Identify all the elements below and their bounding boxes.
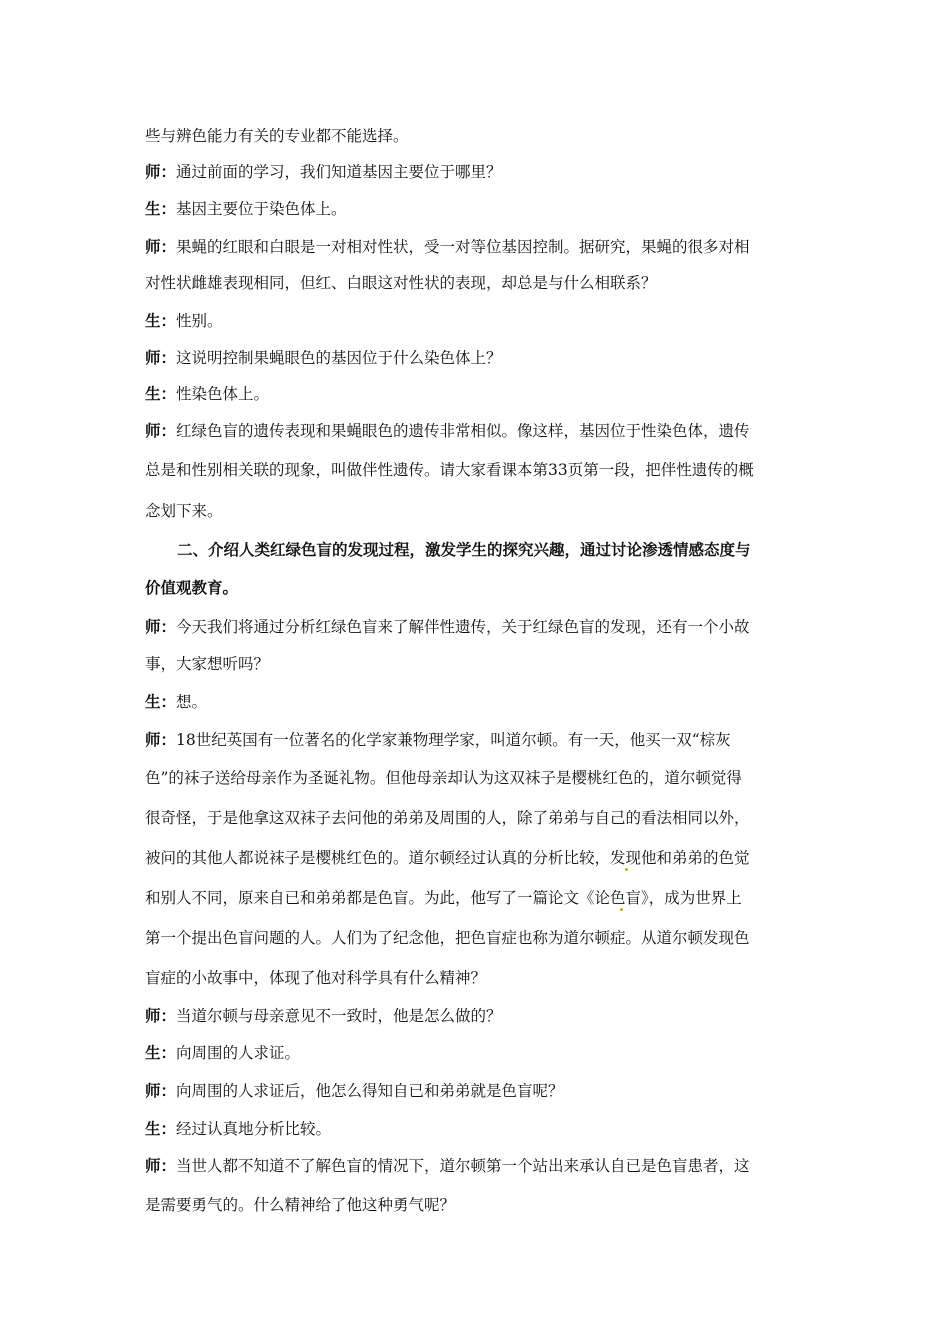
line-text: 总是和性别相关联的现象，叫做伴性遗传。请大家看课本第33页第一段，把伴性遗传的概 — [145, 461, 754, 479]
ink-speck — [625, 868, 628, 871]
paragraph-line — [145, 846, 750, 870]
paragraph-line — [145, 926, 750, 950]
dialogue-line — [145, 382, 269, 406]
speaker-label: 师： — [145, 237, 177, 256]
paragraph-line — [145, 806, 750, 830]
speaker-label: 生： — [145, 199, 177, 218]
dialogue-line — [145, 1079, 564, 1103]
line-text: 当道尔顿与母亲意见不一致时，他是怎么做的？ — [176, 1007, 502, 1025]
dialogue-line — [145, 197, 347, 221]
line-text: 些与辨色能力有关的专业都不能选择。 — [145, 127, 409, 145]
paragraph-line — [145, 1193, 455, 1217]
line-text: 红绿色盲的遗传表现和果蝇眼色的遗传非常相似。像这样，基因位于性染色体，遗传 — [176, 422, 750, 440]
speaker-label: 生： — [145, 1119, 177, 1138]
line-text: 性别。 — [176, 312, 223, 330]
paragraph-line — [145, 652, 269, 676]
paragraph-line — [145, 271, 657, 295]
dialogue-line — [145, 1117, 331, 1141]
dialogue-line — [145, 1004, 502, 1028]
line-text: 基因主要位于染色体上。 — [176, 200, 347, 218]
dialogue-line — [145, 419, 750, 443]
speaker-label: 生： — [145, 692, 177, 711]
speaker-label: 师： — [145, 421, 177, 440]
line-text: 念划下来。 — [145, 502, 223, 520]
dialogue-line — [145, 1154, 750, 1178]
line-text: 经过认真地分析比较。 — [176, 1120, 332, 1138]
line-text: 是需要勇气的。什么精神给了他这种勇气呢？ — [145, 1196, 456, 1214]
line-text: 今天我们将通过分析红绿色盲来了解伴性遗传，关于红绿色盲的发现，还有一个小故 — [176, 618, 750, 636]
paragraph-line — [145, 499, 223, 523]
speaker-label: 生： — [145, 311, 177, 330]
line-text: 向周围的人求证。 — [176, 1044, 301, 1062]
dialogue-line — [145, 728, 731, 752]
line-text: 对性状雌雄表现相同，但红、白眼这对性状的表现，却总是与什么相联系？ — [145, 274, 657, 292]
dialogue-line — [145, 615, 750, 639]
paragraph-line — [145, 458, 754, 482]
speaker-label: 师： — [145, 1006, 177, 1025]
line-text: 向周围的人求证后，他怎么得知自已和弟弟就是色盲呢？ — [176, 1082, 564, 1100]
line-text: 想。 — [176, 693, 208, 711]
dialogue-line — [145, 309, 223, 333]
section-heading — [177, 538, 751, 562]
paragraph-line — [145, 966, 486, 990]
speaker-label: 师： — [145, 1156, 177, 1175]
speaker-label: 生： — [145, 1043, 177, 1062]
dialogue-line — [145, 346, 502, 370]
line-text: 通过前面的学习，我们知道基因主要位于哪里？ — [176, 163, 502, 181]
speaker-label: 师： — [145, 617, 177, 636]
ink-speck — [620, 908, 623, 911]
speaker-label: 师： — [145, 348, 177, 367]
line-text: 18世纪英国有一位著名的化学家兼物理学家，叫道尔顿。有一天，他买一双“棕灰 — [176, 731, 731, 749]
line-text: 二、介绍人类红绿色盲的发现过程，激发学生的探究兴趣，通过讨论渗透情感态度与 — [177, 540, 751, 559]
speaker-label: 师： — [145, 1081, 177, 1100]
line-text: 事，大家想听吗？ — [145, 655, 270, 673]
line-text: 很奇怪，于是他拿这双袜子去问他的弟弟及周围的人，除了弟弟与自己的看法相同以外， — [145, 809, 750, 827]
line-text: 果蝇的红眼和白眼是一对相对性状，受一对等位基因控制。据研究，果蝇的很多对相 — [176, 238, 750, 256]
speaker-label: 师： — [145, 162, 177, 181]
dialogue-line — [145, 160, 502, 184]
dialogue-line — [145, 1041, 300, 1065]
dialogue-line — [145, 235, 750, 259]
line-text: 和别人不同，原来自已和弟弟都是色盲。为此，他写了一篇论文《论色盲》，成为世界上 — [145, 889, 742, 907]
section-heading — [145, 576, 238, 600]
line-text: 价值观教育。 — [145, 578, 239, 597]
line-text: 盲症的小故事中，体现了他对科学具有什么精神？ — [145, 969, 487, 987]
line-text: 这说明控制果蝇眼色的基因位于什么染色体上？ — [176, 349, 502, 367]
line-text: 第一个提出色盲问题的人。人们为了纪念他，把色盲症也称为道尔顿症。从道尔顿发现色 — [145, 929, 750, 947]
line-text: 性染色体上。 — [176, 385, 270, 403]
paragraph-line — [145, 886, 742, 910]
line-text: 色”的袜子送给母亲作为圣诞礼物。但他母亲却认为这双袜子是樱桃红色的，道尔顿觉得 — [145, 769, 742, 787]
speaker-label: 生： — [145, 384, 177, 403]
dialogue-line — [145, 690, 207, 714]
speaker-label: 师： — [145, 730, 177, 749]
paragraph-line — [145, 766, 742, 790]
paragraph-line — [145, 124, 409, 148]
line-text: 被问的其他人都说袜子是樱桃红色的。道尔顿经过认真的分析比较，发现他和弟弟的色觉 — [145, 849, 750, 867]
line-text: 当世人都不知道不了解色盲的情况下，道尔顿第一个站出来承认自已是色盲患者，这 — [176, 1157, 750, 1175]
